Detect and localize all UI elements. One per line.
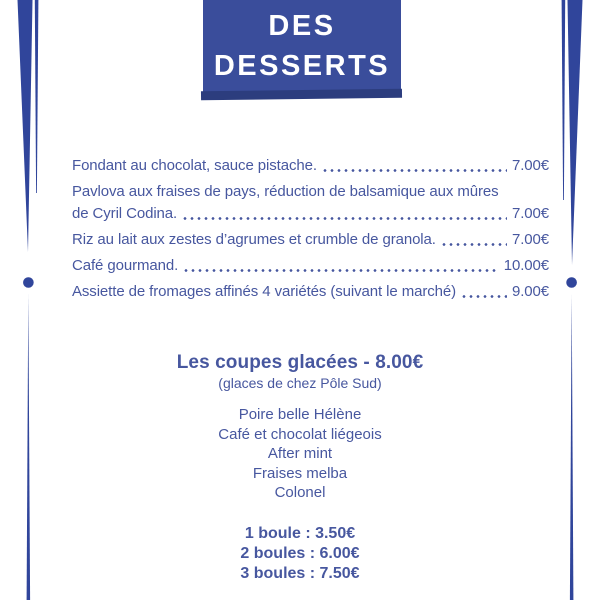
dish-name-continued: de Cyril Codina. bbox=[72, 205, 178, 222]
dot-leader bbox=[462, 295, 507, 298]
menu-item-riz-au-lait bbox=[72, 229, 549, 251]
menu-item-fondant bbox=[72, 155, 549, 177]
flavor-item: Fraises melba bbox=[252, 464, 348, 482]
menu-item-pavlova bbox=[72, 181, 549, 225]
flavor-item: Colonel bbox=[274, 484, 326, 501]
dish-price: 7.00€ bbox=[511, 205, 549, 222]
flavor-item: Poire belle Hélène bbox=[238, 406, 362, 423]
dish-name: Pavlova aux fraises de pays, réduction de balsamique aux mûres bbox=[72, 183, 499, 200]
plaque-title-line2: DESSERTS bbox=[213, 50, 391, 82]
scoop-price-item: 3 boules : 7.50€ bbox=[240, 565, 360, 582]
menu-section-title-plaque bbox=[203, 0, 401, 96]
flourish-right-icon bbox=[562, 0, 583, 600]
plaque-title-line1: DES bbox=[268, 10, 336, 42]
dish-price: 7.00€ bbox=[511, 231, 549, 248]
scoop-price-item: 1 boule : 3.50€ bbox=[244, 525, 356, 542]
dish-price: 7.00€ bbox=[511, 157, 549, 174]
menu-item-fromages bbox=[72, 281, 549, 303]
dot-leader bbox=[323, 169, 507, 172]
coupes-glacees-header bbox=[0, 352, 600, 392]
flavor-item: After mint bbox=[267, 445, 333, 462]
coupes-title: Les coupes glacées - 8.00€ bbox=[176, 352, 424, 373]
flourish-left-icon bbox=[18, 0, 39, 600]
scoop-price-list bbox=[0, 524, 600, 584]
dot-leader bbox=[184, 269, 499, 272]
dish-name: Fondant au chocolat, sauce pistache. bbox=[72, 157, 317, 174]
flavor-item: Café et chocolat liégeois bbox=[218, 425, 382, 443]
dish-name: Assiette de fromages affinés 4 variétés (suivant le marché) bbox=[72, 283, 457, 300]
menu-item-cafe-gourmand bbox=[72, 255, 549, 277]
dish-name: Riz au lait aux zestes d’agrumes et crumble de granola. bbox=[72, 231, 436, 248]
dish-price: 10.00€ bbox=[503, 257, 549, 274]
dessert-list bbox=[72, 155, 549, 307]
dish-price: 9.00€ bbox=[511, 283, 549, 300]
coupes-flavor-list bbox=[0, 405, 600, 503]
dot-leader bbox=[183, 217, 507, 220]
scoop-price-item: 2 boules : 6.00€ bbox=[240, 545, 360, 562]
dot-leader bbox=[442, 243, 507, 246]
coupes-subtitle: (glaces de chez Pôle Sud) bbox=[218, 375, 382, 391]
dish-name: Café gourmand. bbox=[72, 257, 179, 274]
